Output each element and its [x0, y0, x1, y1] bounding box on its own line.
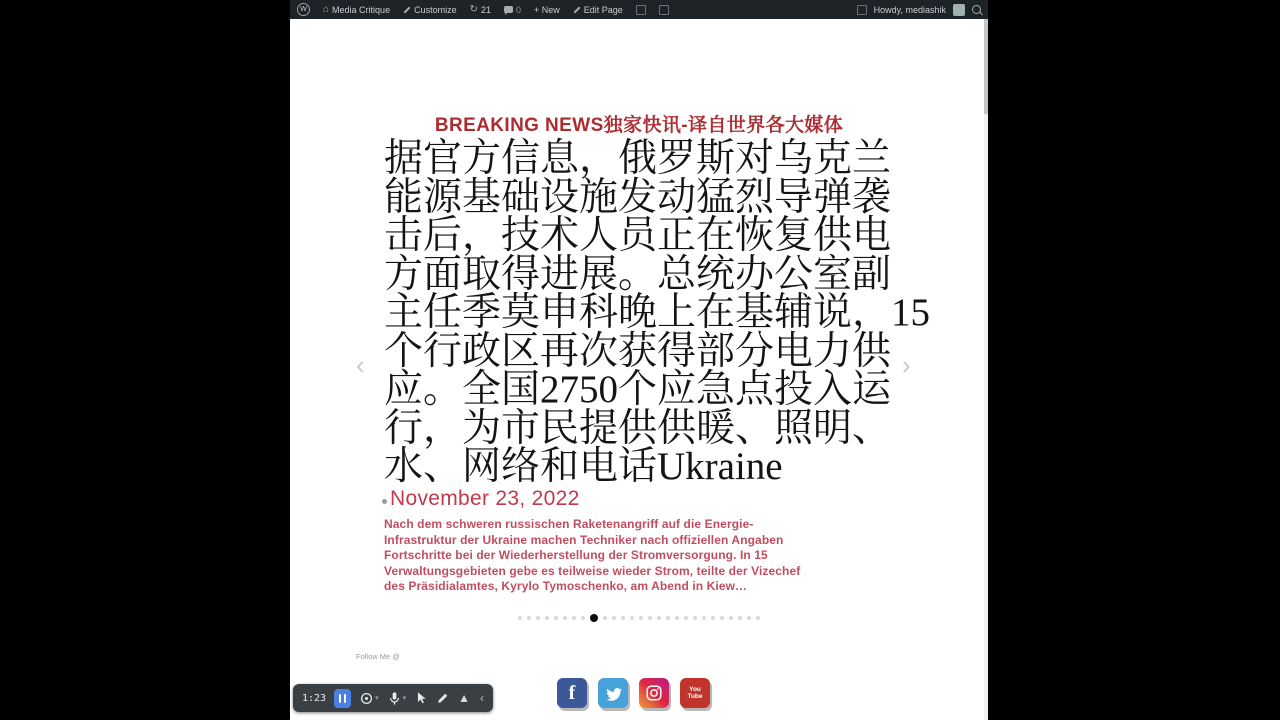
new-content-link[interactable]	[534, 5, 560, 15]
edit-page-link[interactable]	[573, 5, 623, 15]
pen-tool-button[interactable]	[436, 691, 450, 705]
body-line: 行，为市民提供供暖、照明、	[384, 406, 892, 450]
carousel-dot[interactable]	[563, 616, 567, 620]
browser-page	[290, 0, 988, 720]
customize-link[interactable]	[403, 5, 457, 15]
carousel-dot[interactable]	[572, 616, 576, 620]
carousel-dot[interactable]	[684, 616, 688, 620]
youtube-text: Tube	[687, 693, 703, 700]
carousel-dot[interactable]	[545, 616, 549, 620]
pen-icon	[436, 691, 450, 705]
plugin-menu-1[interactable]	[636, 5, 646, 15]
plugin-menu-2[interactable]	[659, 5, 669, 15]
pause-button[interactable]	[334, 689, 351, 708]
carousel-dot[interactable]	[720, 616, 724, 620]
carousel-dot[interactable]	[666, 616, 670, 620]
twitter-icon[interactable]	[598, 678, 628, 708]
german-line: Verwaltungsgebieten gebe es teilweise wieder Strom, teilte der Vizechef	[384, 563, 801, 578]
wordpress-logo-icon: W	[297, 3, 310, 16]
facebook-letter: f	[568, 681, 576, 704]
chevron-down-icon: ▾	[402, 695, 407, 702]
avatar[interactable]	[953, 4, 965, 16]
facebook-icon[interactable]	[557, 678, 587, 708]
customize-label: Customize	[414, 4, 457, 15]
youtube-icon[interactable]	[680, 678, 710, 708]
carousel-next-arrow[interactable]: ›	[902, 350, 911, 380]
instagram-icon[interactable]	[639, 678, 669, 708]
pencil-icon	[573, 6, 580, 13]
instagram-camera-icon	[645, 684, 663, 702]
chevron-down-icon: ▾	[375, 695, 379, 702]
slide-heading: BREAKING NEWS独家快讯-译自世界各大媒体	[434, 115, 844, 136]
plugin-icon	[636, 5, 646, 15]
carousel-dot[interactable]	[612, 616, 616, 620]
updates-count: 21	[480, 4, 491, 15]
carousel-dot[interactable]	[518, 616, 522, 620]
body-line: 击后，技术人员正在恢复供电	[384, 214, 892, 257]
carousel-prev-arrow[interactable]: ‹	[356, 350, 365, 380]
body-line: 方面取得进展。总统办公室副	[384, 252, 892, 296]
site-name-label: Media Critique	[332, 4, 391, 15]
german-excerpt	[384, 517, 800, 595]
carousel-dot[interactable]	[527, 616, 531, 620]
carousel-dot[interactable]	[630, 616, 634, 620]
body-line: 水、网络和电话Ukraine	[384, 445, 783, 488]
carousel-dot[interactable]	[702, 616, 706, 620]
carousel-dot[interactable]	[621, 616, 625, 620]
body-line: 据官方信息，俄罗斯对乌克兰	[384, 137, 892, 180]
carousel-dot[interactable]	[675, 616, 679, 620]
carousel-dot[interactable]	[657, 616, 661, 620]
date-row	[382, 487, 580, 511]
search-icon[interactable]	[972, 5, 981, 14]
comment-bubble-icon	[504, 6, 513, 13]
recorder-toolbar	[293, 684, 493, 712]
howdy-account-link[interactable]: Howdy, mediashik	[873, 4, 946, 15]
comments-link[interactable]	[504, 5, 521, 15]
social-icons	[557, 678, 710, 708]
follow-me-label: Follow Me @	[356, 652, 400, 661]
german-line: Nach dem schweren russischen Raketenangriff auf die Energie-	[384, 517, 754, 531]
carousel-dot[interactable]	[648, 616, 652, 620]
edit-page-label: Edit Page	[583, 4, 623, 15]
cursor-icon	[414, 691, 428, 705]
pointer-tool-button[interactable]	[414, 691, 428, 705]
pause-icon	[344, 694, 347, 703]
recording-timer: 1:23	[302, 692, 327, 704]
carousel-dot[interactable]	[693, 616, 697, 620]
post-date: November 23, 2022	[390, 487, 580, 510]
body-line: 能源基础设施发动猛烈导弹袭	[384, 175, 892, 219]
german-line: Fortschritte bei der Wiederherstellung der Stromversorgung. In 15	[384, 548, 768, 563]
microphone-button[interactable]	[387, 691, 407, 706]
updates-link[interactable]	[470, 5, 491, 15]
site-name-link[interactable]	[323, 5, 390, 15]
webcam-button[interactable]	[359, 691, 379, 706]
collapse-toolbar-button[interactable]: ‹	[480, 691, 484, 705]
carousel-dot[interactable]	[536, 616, 540, 620]
carousel-dot[interactable]	[711, 616, 715, 620]
refresh-icon: ↻	[469, 3, 478, 15]
plugin-icon	[659, 5, 669, 15]
laser-tool-button[interactable]: ▲	[458, 691, 470, 705]
microphone-icon	[387, 691, 402, 706]
scrollbar-thumb[interactable]	[984, 19, 988, 114]
new-label: + New	[534, 4, 560, 15]
body-line: 个行政区再次获得部分电力供	[384, 329, 892, 373]
pause-icon	[339, 694, 342, 703]
body-line: 主任季莫申科晚上在基辅说，15	[384, 291, 931, 334]
carousel-dot[interactable]	[590, 614, 598, 622]
slide-body-text	[384, 137, 931, 488]
webcam-icon	[359, 691, 374, 706]
carousel-dot[interactable]	[738, 616, 742, 620]
german-line: des Präsidialamtes, Kyrylo Tymoschenko, am Abend in Kiew…	[384, 579, 748, 594]
carousel-dot[interactable]	[639, 616, 643, 620]
carousel-dot[interactable]	[603, 616, 607, 620]
wp-admin-bar	[290, 0, 988, 19]
home-icon: ⌂	[323, 3, 330, 15]
grid-icon[interactable]	[857, 5, 867, 15]
carousel-dot[interactable]	[581, 616, 585, 620]
brush-icon	[404, 6, 411, 13]
comments-count: 0	[516, 4, 522, 15]
german-line: Infrastruktur der Ukraine machen Techniker nach offiziellen Angaben	[384, 532, 784, 547]
carousel-dot[interactable]	[747, 616, 751, 620]
twitter-bird-icon	[605, 685, 622, 702]
youtube-text: You	[689, 686, 701, 693]
bullet-icon	[382, 499, 387, 504]
carousel-dot[interactable]	[554, 616, 558, 620]
carousel-dot[interactable]	[729, 616, 733, 620]
carousel-dot[interactable]	[756, 616, 760, 620]
carousel-dots	[290, 614, 988, 622]
body-line: 应。全国2750个应急点投入运	[384, 368, 892, 411]
wp-logo-menu[interactable]	[297, 3, 310, 16]
